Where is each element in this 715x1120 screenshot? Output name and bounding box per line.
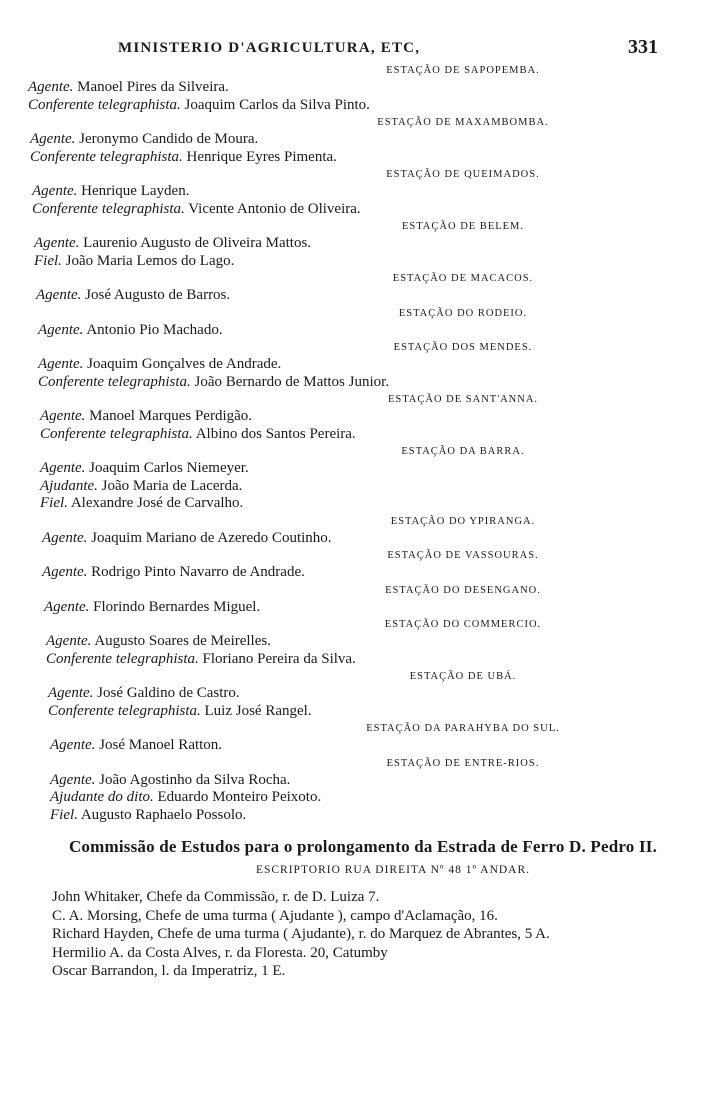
page-number: 331: [628, 36, 658, 58]
staff-role: Conferente telegraphista.: [30, 148, 183, 165]
staff-role: Conferente telegraphista.: [46, 650, 199, 667]
staff-role: Agente.: [36, 287, 82, 303]
staff-name: João Bernardo de Mattos Junior.: [194, 373, 390, 390]
staff-entry: [28, 235, 698, 253]
staff-name: Augusto Raphaelo Possolo.: [80, 806, 247, 823]
staff-name: Henrique Eyres Pimenta.: [186, 148, 337, 165]
staff-name: João Maria de Lacerda.: [101, 477, 243, 494]
commission-member: John Whitaker, Chefe da Commissão, r. de D. Luiza 7.: [52, 889, 380, 905]
staff-name: Vicente Antonio de Oliveira.: [188, 200, 361, 217]
staff-entry: [28, 478, 698, 496]
staff-name: Manoel Marques Perdigão.: [89, 408, 253, 424]
staff-role: Agente.: [32, 183, 78, 199]
staff-name: Joaquim Carlos da Silva Pinto.: [184, 96, 370, 113]
staff-entry: [28, 97, 698, 115]
staff-entry: [28, 737, 698, 755]
station-heading: ESTAÇÃO DOS MENDES.: [393, 342, 533, 353]
commission-member: Oscar Barrandon, l. da Imperatriz, 1 E.: [52, 963, 286, 979]
commission-office-address: ESCRIPTORIO RUA DIREITA Nº 48 1º ANDAR.: [255, 864, 531, 876]
page-header: [118, 36, 658, 62]
staff-entry: [28, 807, 698, 825]
staff-role: Fiel.: [40, 495, 68, 511]
staff-entry: [28, 703, 698, 721]
staff-name: Manoel Pires da Silveira.: [77, 79, 229, 95]
station-heading: ESTAÇÃO DO DESENGANO.: [385, 584, 541, 596]
staff-name: José Augusto de Barros.: [85, 287, 231, 303]
staff-entry: [28, 530, 698, 548]
staff-role: Agente.: [40, 408, 86, 424]
station-heading: ESTAÇÃO DE QUEIMADOS.: [386, 169, 540, 180]
staff-name: Henrique Layden.: [81, 183, 190, 199]
staff-role: Conferente telegraphista.: [28, 96, 181, 113]
staff-name: Rodrigo Pinto Navarro de Andrade.: [91, 564, 305, 580]
staff-role: Agente.: [38, 321, 84, 338]
staff-name: Florindo Bernardes Miguel.: [93, 598, 261, 615]
staff-name: João Maria Lemos do Lago.: [65, 252, 235, 269]
staff-entry: [28, 772, 698, 790]
staff-entry: [28, 149, 698, 167]
staff-name: José Galdino de Castro.: [97, 685, 240, 701]
staff-role: Agente.: [40, 460, 86, 476]
staff-role: Agente.: [34, 235, 80, 251]
staff-role: Agente.: [42, 529, 88, 546]
staff-role: Agente.: [46, 633, 92, 649]
staff-role: Agente.: [30, 131, 76, 147]
staff-name: João Agostinho da Silva Rocha.: [99, 771, 291, 788]
staff-role: Agente.: [50, 737, 96, 753]
station-heading: ESTAÇÃO DE BELEM.: [401, 221, 525, 232]
commission-member: Richard Hayden, Chefe de uma turma ( Ajudante), r. do Marquez de Abrantes, 5 A.: [52, 926, 550, 942]
staff-entry: [28, 789, 698, 807]
staff-entry: [28, 201, 698, 219]
staff-name: Joaquim Gonçalves de Andrade.: [87, 356, 282, 372]
staff-role: Agente.: [44, 598, 90, 615]
staff-name: Alexandre José de Carvalho.: [70, 495, 244, 511]
station-heading: ESTAÇÃO DE SAPOPEMBA.: [386, 65, 540, 76]
station-heading: ESTAÇÃO DE ENTRE-RIOS.: [386, 757, 540, 769]
staff-entry: [28, 685, 698, 703]
station-heading: ESTAÇÃO DO YPIRANGA.: [390, 515, 536, 527]
staff-entry: [28, 287, 698, 305]
commission-member: Hermilio A. da Costa Alves, r. da Floresta. 20, Catumby: [52, 944, 388, 961]
staff-entry: [28, 599, 698, 617]
staff-entry: [28, 564, 698, 582]
station-heading: ESTAÇÃO DE UBÁ.: [409, 671, 517, 682]
staff-name: Laurenio Augusto de Oliveira Mattos.: [83, 235, 312, 251]
staff-role: Ajudante do dito.: [50, 789, 154, 805]
staff-name: Joaquim Carlos Niemeyer.: [89, 460, 249, 476]
station-heading: ESTAÇÃO DE MACACOS.: [392, 273, 534, 284]
staff-entry: [28, 253, 698, 271]
staff-name: Jeronymo Candido de Moura.: [79, 131, 259, 147]
staff-name: Floriano Pereira da Silva.: [202, 650, 356, 667]
staff-entry: [28, 633, 698, 651]
staff-role: Conferente telegraphista.: [32, 200, 185, 217]
staff-name: Antonio Pio Machado.: [86, 321, 223, 338]
staff-name: Eduardo Monteiro Peixoto.: [157, 789, 322, 805]
station-heading: ESTAÇÃO DO RODEIO.: [398, 307, 528, 319]
staff-entry: [28, 79, 698, 97]
commission-title: Commissão de Estudos para o prolongamento da Estrada de Ferro D. Pedro II.: [68, 837, 658, 856]
station-heading: ESTAÇÃO DA BARRA.: [401, 446, 525, 457]
staff-name: Augusto Soares de Meirelles.: [94, 633, 271, 649]
staff-entry: [28, 183, 698, 201]
staff-role: Agente.: [38, 356, 84, 372]
staff-role: Ajudante.: [40, 477, 98, 494]
station-heading: ESTAÇÃO DO COMMERCIO.: [384, 619, 542, 630]
staff-entry: [28, 408, 698, 426]
staff-entry: [28, 322, 698, 340]
staff-role: Fiel.: [34, 252, 62, 269]
staff-name: José Manoel Ratton.: [99, 737, 223, 753]
station-heading: ESTAÇÃO DE VASSOURAS.: [387, 550, 539, 561]
staff-role: Agente.: [42, 564, 88, 580]
staff-entry: [28, 131, 698, 149]
station-heading: ESTAÇÃO DE MAXAMBOMBA.: [377, 117, 549, 128]
staff-role: Agente.: [28, 79, 74, 95]
staff-role: Conferente telegraphista.: [38, 373, 191, 390]
staff-role: Agente.: [50, 771, 96, 788]
staff-entry: [28, 460, 698, 478]
directory-listing: [28, 62, 698, 981]
staff-entry: [28, 356, 698, 374]
staff-role: Conferente telegraphista.: [40, 425, 193, 442]
staff-role: Conferente telegraphista.: [48, 702, 201, 719]
staff-role: Fiel.: [50, 806, 78, 823]
running-title: MINISTERIO D'AGRICULTURA, ETC,: [118, 40, 421, 56]
station-heading: ESTAÇÃO DE SANT'ANNA.: [387, 394, 539, 405]
staff-entry: [28, 426, 698, 444]
commission-member: C. A. Morsing, Chefe de uma turma ( Ajudante ), campo d'Aclamação, 16.: [52, 907, 498, 924]
staff-entry: [28, 651, 698, 669]
staff-entry: [28, 495, 698, 513]
staff-name: Albino dos Santos Pereira.: [195, 425, 356, 442]
staff-name: Joaquim Mariano de Azeredo Coutinho.: [91, 529, 332, 546]
staff-role: Agente.: [48, 685, 94, 701]
station-heading: ESTAÇÃO DA PARAHYBA DO SUL.: [366, 723, 560, 734]
staff-entry: [28, 374, 698, 392]
staff-name: Luiz José Rangel.: [204, 702, 312, 719]
